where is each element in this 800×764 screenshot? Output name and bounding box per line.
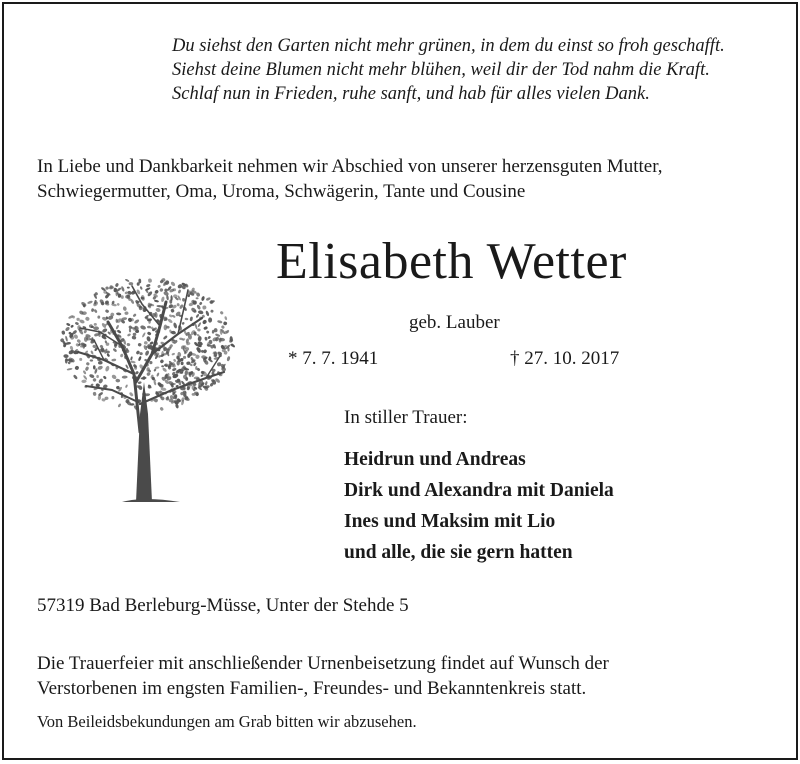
poem-line-3: Schlaf nun in Frieden, ruhe sanft, und hab für alles vielen Dank. xyxy=(172,84,650,104)
intro-text xyxy=(37,154,663,204)
deceased-name: Elisabeth Wetter xyxy=(276,233,627,290)
mourners-list xyxy=(344,444,614,568)
intro-line-2: Schwiegermutter, Oma, Uroma, Schwägerin, Tante und Cousine xyxy=(37,181,526,202)
death-date: † 27. 10. 2017 xyxy=(510,348,620,369)
mourner-line-2: Dirk und Alexandra mit Daniela xyxy=(344,480,614,501)
obituary-card xyxy=(2,2,798,760)
address: 57319 Bad Berleburg-Müsse, Unter der Stehde 5 xyxy=(37,595,409,616)
poem-line-2: Siehst deine Blumen nicht mehr blühen, weil dir der Tod nahm die Kraft. xyxy=(172,60,710,80)
condolence-note: Von Beileidsbekundungen am Grab bitten wir abzusehen. xyxy=(37,712,417,731)
maiden-name: geb. Lauber xyxy=(409,312,500,333)
birth-date: * 7. 7. 1941 xyxy=(288,348,379,369)
mourner-line-4: und alle, die sie gern hatten xyxy=(344,542,573,563)
ceremony-line-1: Die Trauerfeier mit anschließender Urnenbeisetzung findet auf Wunsch der xyxy=(37,653,609,674)
tree-icon xyxy=(56,274,240,506)
poem-line-1: Du siehst den Garten nicht mehr grünen, in dem du einst so froh geschafft. xyxy=(172,36,725,56)
mourner-line-3: Ines und Maksim mit Lio xyxy=(344,511,556,532)
ceremony-line-2: Verstorbenen im engsten Familien-, Freundes- und Bekanntenkreis statt. xyxy=(37,678,587,699)
ceremony-notice xyxy=(37,651,609,701)
mourner-line-1: Heidrun und Andreas xyxy=(344,449,526,470)
mourning-heading: In stiller Trauer: xyxy=(344,407,468,428)
poem xyxy=(172,34,725,106)
intro-line-1: In Liebe und Dankbarkeit nehmen wir Abschied von unserer herzensguten Mutter, xyxy=(37,156,663,177)
